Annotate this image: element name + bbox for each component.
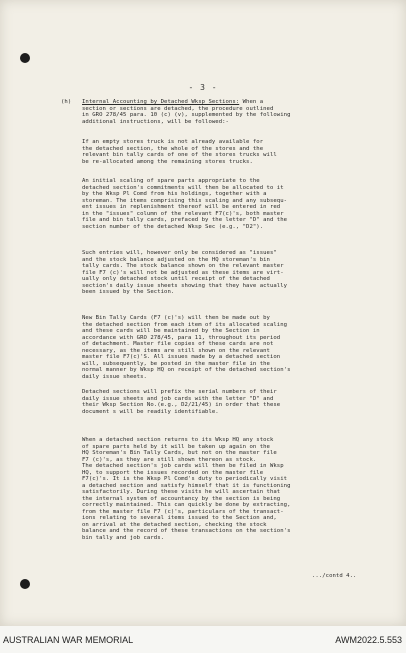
text-line: correctly maintained. This can quickly be done by extracting,	[82, 502, 291, 508]
paragraph-such-entries	[82, 250, 287, 296]
text-line: normal manner by Wksp HQ on receipt of the detached section's	[82, 367, 291, 373]
punch-hole-bottom	[20, 579, 30, 589]
page-number: - 3 -	[188, 83, 218, 92]
text-line: storeman. The items comprising this scaling and any subsequ-	[82, 197, 288, 204]
punch-hole-top	[20, 53, 30, 63]
section-label: (h)	[61, 99, 72, 105]
text-line: on arrival at the detached section, checking the stock	[82, 521, 267, 528]
text-line: When a	[239, 99, 264, 105]
paragraph-empty-truck	[82, 139, 277, 165]
paragraph-section-returns	[82, 437, 290, 541]
text-line: daily issue sheets and job cards with the letter "D" and	[82, 395, 274, 402]
archive-source: AUSTRALIAN WAR MEMORIAL	[3, 635, 134, 645]
text-line: by the Wksp Pl Comd from his holdings, together with a	[82, 191, 267, 197]
text-line: satisfactorily. During these visits he will ascertain that	[82, 489, 281, 495]
text-line: Such entries will, however only be considered as "issues"	[82, 250, 277, 256]
text-line: HQ, to support the issues recorded on the master file	[82, 469, 264, 476]
text-line: When a detached section returns to its Wksp HQ any stock	[82, 437, 274, 443]
text-line: and these cards will be maintained by the Section in	[82, 328, 260, 334]
text-line: in GRO 278/45 para. 10 (c) (v), supplemented by the following	[82, 112, 291, 118]
text-line: detached section's commitments will then be allocated to it	[82, 184, 284, 191]
section-heading: Internal Accounting by Detached Wksp Sections:	[82, 99, 240, 105]
text-line: daily issue sheets.	[82, 373, 147, 380]
text-line: in the "issues" column of the relevant F7(c)'s, both master	[82, 210, 284, 217]
text-line: the detached section from each item of its allocated scaling	[82, 321, 288, 328]
paragraph-initial-scaling	[82, 178, 287, 230]
text-line: of detachment. Master file copies of these cards are not	[82, 341, 274, 347]
text-line: relevant bin tally cards of one of the stores trucks will	[82, 152, 277, 158]
text-line: will, subsequently, be posted in the master file in the	[82, 360, 270, 367]
text-line: of spare parts held by it will be taken up again on the	[82, 443, 270, 450]
text-line: the internal system of accountancy by the section is being	[82, 495, 281, 502]
text-line: The detached section's job cards will then be filed in Wksp	[82, 463, 284, 469]
text-line: section number of the detached Wksp Sec (e.g., "D2").	[82, 223, 264, 230]
text-line: F7(c)'s. It is the Wksp Pl Comd's duty to periodically visit	[82, 476, 288, 482]
text-line: section's daily issue sheets showing that they have actually	[82, 282, 288, 289]
continuation-note: .../contd 4..	[312, 573, 357, 579]
text-line: be re-allocated among the remaining stores trucks.	[82, 158, 253, 165]
text-line: file F7 (c)'s will not be adjusted as these items are virt-	[82, 269, 284, 276]
text-line: New Bin Tally Cards (F7 (c)'s) will then be made out by	[82, 315, 270, 321]
text-line: section or sections are detached, the procedure outlined	[82, 105, 274, 112]
text-line: ions relating to several items issued to the Section and,	[82, 515, 277, 521]
archive-reference: AWM2022.5.553	[335, 635, 402, 645]
text-line: necessary, as the items are still shown on the relevant	[82, 347, 270, 354]
text-line: document s will be readily identifiable.	[82, 408, 219, 415]
text-line: tally cards. The stock balance shown on the relevant master	[82, 263, 284, 269]
text-line: balance and the record of these transactions on the section's	[82, 528, 291, 534]
text-line: accordance with GRO 278/45, para 11, throughout its period	[82, 334, 281, 341]
text-line: the detached section, the whole of the stores and the	[82, 145, 264, 152]
text-line: file and bin tally cards, prefaced by the letter "D" and the	[82, 217, 288, 223]
text-line: ent issues in replenishment thereof will be entered in red	[82, 204, 281, 210]
text-line: If an empty stores truck is not already available for	[82, 139, 264, 145]
archive-footer	[0, 626, 406, 653]
text-line: Detached sections will prefix the serial numbers of their	[82, 389, 277, 395]
paragraph-new-bin-tally-cards	[82, 315, 290, 380]
text-line: been issued by the Section.	[82, 289, 175, 295]
text-line: bin tally and job cards.	[82, 534, 165, 541]
text-line: and the stock balance adjusted on the HQ storeman's bin	[82, 256, 270, 263]
paragraph-intro	[82, 99, 290, 125]
text-line: their Wksp Section No.(e.g., D2/21/45) in order that these	[82, 402, 281, 408]
text-line: from the master file F7 (c)'s, particulars of the transact-	[82, 508, 284, 515]
text-line: master file F7(c)'S. All issues made by a detached section	[82, 354, 281, 360]
paragraph-serial-numbers	[82, 389, 280, 415]
text-line: An initial scaling of spare parts appropriate to the	[82, 178, 260, 184]
text-line: additional instructions, will be followed:-	[82, 118, 229, 125]
text-line: ually only detached stock until receipt of the detached	[82, 276, 270, 282]
text-line: HQ Storeman's Bin Tally Cards, but not on the master file	[82, 450, 277, 456]
text-line: F7 (c)'s, as they are still shown thereon as stock.	[82, 456, 257, 463]
text-line: a detached section and satisfy himself that it is functioning	[82, 482, 291, 489]
